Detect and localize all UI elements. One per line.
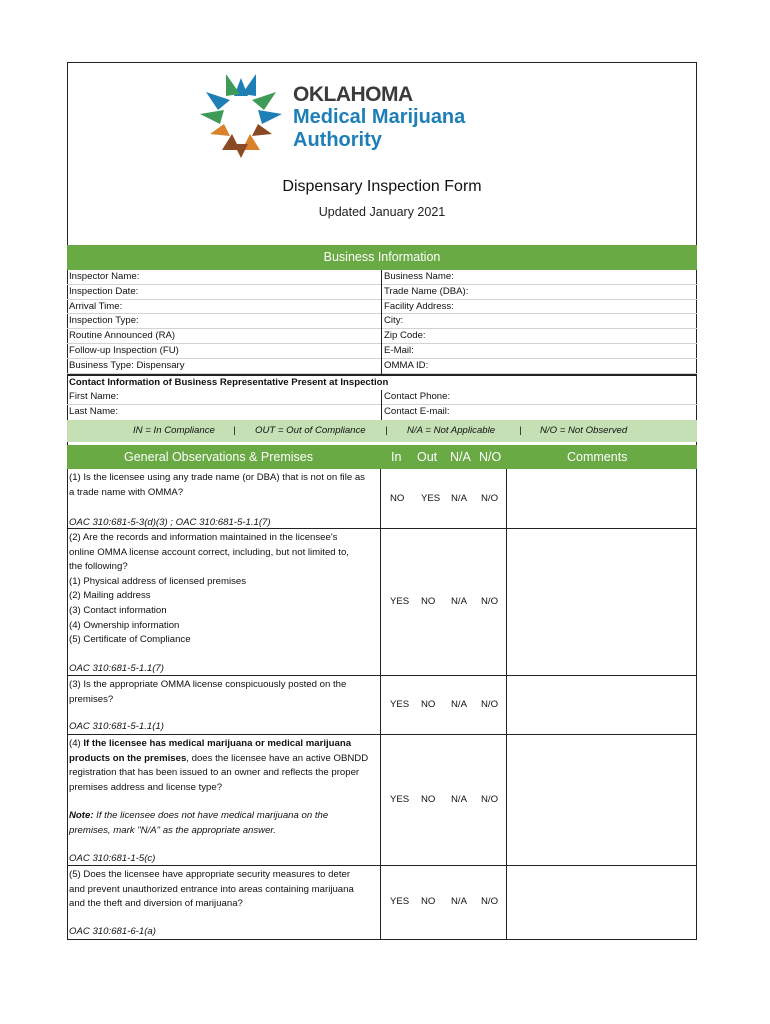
- question-line: premises?: [69, 693, 114, 705]
- note-label: Note:: [69, 810, 94, 821]
- question-line: online OMMA license account correct, including, but not limited to,: [69, 546, 349, 558]
- trade-name-field[interactable]: Trade Name (DBA):: [382, 285, 697, 300]
- comments-cell[interactable]: [507, 469, 697, 528]
- comments-cell[interactable]: [507, 529, 697, 675]
- question-row-1: [67, 469, 697, 529]
- option-yes[interactable]: YES: [390, 794, 410, 805]
- email-field[interactable]: E-Mail:: [382, 344, 697, 359]
- city-field[interactable]: City:: [382, 314, 697, 329]
- question-text: [69, 737, 379, 864]
- column-divider: [380, 469, 381, 528]
- legend-separator: |: [385, 425, 388, 436]
- business-type-field: Business Type: Dispensary: [67, 359, 381, 374]
- legend-separator: |: [519, 425, 522, 436]
- question-text: [69, 471, 379, 528]
- question-row-5: [67, 866, 697, 940]
- inspection-date-field[interactable]: Inspection Date:: [67, 285, 381, 300]
- option-na[interactable]: N/A: [451, 896, 467, 907]
- question-row-2: [67, 529, 697, 676]
- column-divider: [380, 676, 381, 734]
- omma-leaf-star-icon: [196, 70, 286, 160]
- logo-wordmark: [293, 84, 465, 152]
- option-na[interactable]: N/A: [451, 794, 467, 805]
- compliance-legend: [67, 420, 697, 442]
- question-citation: OAC 310:681-5-1.1(7): [69, 663, 164, 674]
- option-no[interactable]: NO: [421, 596, 436, 607]
- question-text-part: , does the licensee have an active OBNDD: [186, 752, 369, 764]
- option-no[interactable]: NO: [421, 896, 436, 907]
- omma-id-field[interactable]: OMMA ID:: [382, 359, 697, 374]
- column-divider: [380, 529, 381, 675]
- option-na[interactable]: N/A: [451, 596, 467, 607]
- question-line: (1) Is the licensee using any trade name (or DBA) that is not on file as: [69, 472, 365, 483]
- follow-up-inspection-option[interactable]: Follow-up Inspection (FU): [67, 344, 381, 359]
- question-line: (5) Does the licensee have appropriate security measures to deter: [69, 869, 351, 880]
- contact-info-header: Contact Information of Business Representative Present at Inspection: [69, 377, 389, 388]
- option-no-observed[interactable]: N/O: [481, 596, 499, 607]
- business-info-grid: [67, 270, 697, 374]
- legend-no: N/O = Not Observed: [540, 425, 628, 436]
- legend-na: N/A = Not Applicable: [407, 425, 496, 436]
- question-line: premises address and license type?: [69, 781, 223, 793]
- omma-logo: [196, 70, 526, 160]
- question-text: [69, 678, 379, 732]
- note-text: If the licensee does not have medical marijuana on the: [93, 810, 329, 821]
- question-line: (4) Ownership information: [69, 619, 180, 631]
- legend-out: OUT = Out of Compliance: [255, 425, 366, 436]
- question-text: [69, 531, 379, 674]
- question-line: and prevent unauthorized entrance into areas containing marijuana: [69, 883, 354, 895]
- question-text: [69, 868, 379, 937]
- option-no[interactable]: NO: [390, 493, 405, 504]
- comments-cell[interactable]: [507, 735, 697, 865]
- comments-cell[interactable]: [507, 866, 697, 939]
- question-row-4: [67, 735, 697, 866]
- form-title: Dispensary Inspection Form: [282, 178, 482, 195]
- legend-separator: |: [233, 425, 236, 436]
- question-row-3: [67, 676, 697, 735]
- observations-table-header: [67, 445, 697, 469]
- option-no-observed[interactable]: N/O: [481, 493, 499, 504]
- question-citation: OAC 310:681-1-5(c): [69, 853, 156, 864]
- section-title: General Observations & Premises: [124, 450, 313, 464]
- business-information-header: Business Information: [67, 245, 697, 270]
- option-yes[interactable]: YES: [421, 493, 441, 504]
- logo-line-authority: Authority: [293, 129, 382, 151]
- business-info-right: [382, 270, 697, 374]
- question-citation: OAC 310:681-5-1.1(1): [69, 721, 164, 732]
- legend-in: IN = In Compliance: [133, 425, 215, 436]
- contact-email-field[interactable]: Contact E-mail:: [384, 405, 450, 417]
- question-line: the following?: [69, 561, 128, 573]
- question-line: [69, 752, 379, 767]
- contact-info-left: [67, 390, 381, 420]
- option-yes[interactable]: YES: [390, 896, 410, 907]
- col-comments-header: Comments: [567, 450, 628, 464]
- col-na-header: N/A: [450, 450, 471, 464]
- question-line: (3) Contact information: [69, 604, 167, 616]
- col-out-header: Out: [417, 450, 438, 464]
- question-note: premises, mark "N/A" as the appropriate answer.: [69, 825, 276, 836]
- column-divider: [380, 735, 381, 865]
- option-no-observed[interactable]: N/O: [481, 896, 499, 907]
- question-line: (1) Physical address of licensed premises: [69, 575, 247, 587]
- question-line: and the theft and diversion of marijuana?: [69, 898, 243, 910]
- question-number: (4): [69, 738, 84, 749]
- question-line: (5) Certificate of Compliance: [69, 634, 191, 646]
- option-no-observed[interactable]: N/O: [481, 699, 499, 710]
- logo-line-oklahoma: OKLAHOMA: [293, 83, 413, 106]
- contact-info-grid: [67, 390, 697, 420]
- option-no[interactable]: NO: [421, 699, 436, 710]
- question-emphasis: products on the premises: [69, 752, 187, 764]
- question-line: (3) Is the appropriate OMMA license conspicuously posted on the: [69, 679, 347, 690]
- inspection-type-field[interactable]: Inspection Type:: [67, 314, 381, 329]
- contact-phone-field[interactable]: Contact Phone:: [382, 390, 697, 405]
- arrival-time-field[interactable]: Arrival Time:: [67, 300, 381, 315]
- inspector-name-field[interactable]: Inspector Name:: [67, 270, 381, 285]
- column-divider: [381, 270, 382, 374]
- routine-announced-option[interactable]: Routine Announced (RA): [67, 329, 381, 344]
- option-yes[interactable]: YES: [390, 596, 410, 607]
- question-emphasis: If the licensee has medical marijuana or medical marijuana: [83, 738, 352, 749]
- question-citation: OAC 310:681-6-1(a): [69, 926, 156, 937]
- option-no-observed[interactable]: N/O: [481, 794, 499, 805]
- question-line: (2) Mailing address: [69, 590, 151, 602]
- logo-line-medical-marijuana: Medical Marijuana: [293, 106, 466, 128]
- question-citation: OAC 310:681-5-3(d)(3) ; OAC 310:681-5-1.1(7): [69, 517, 271, 528]
- first-name-field[interactable]: First Name:: [67, 390, 381, 405]
- col-in-header: In: [391, 450, 402, 464]
- question-line: registration that has been issued to an owner and reflects the proper: [69, 767, 360, 779]
- question-line: a trade name with OMMA?: [69, 486, 184, 498]
- column-divider: [381, 390, 382, 420]
- col-no-header: N/O: [479, 450, 502, 464]
- column-divider: [380, 866, 381, 939]
- option-na[interactable]: N/A: [451, 493, 467, 504]
- business-name-field[interactable]: Business Name:: [382, 270, 697, 285]
- business-info-left: [67, 270, 381, 374]
- question-line: [69, 737, 379, 752]
- zip-code-field[interactable]: Zip Code:: [382, 329, 697, 344]
- contact-info-right: [382, 390, 697, 420]
- form-subtitle: Updated January 2021: [318, 205, 446, 219]
- comments-cell[interactable]: [507, 676, 697, 734]
- option-na[interactable]: N/A: [451, 699, 467, 710]
- facility-address-field[interactable]: Facility Address:: [382, 300, 697, 315]
- question-line: (2) Are the records and information maintained in the licensee's: [69, 532, 338, 543]
- question-note: [69, 809, 328, 824]
- option-no[interactable]: NO: [421, 794, 436, 805]
- last-name-field[interactable]: Last Name:: [69, 405, 119, 417]
- option-yes[interactable]: YES: [390, 699, 410, 710]
